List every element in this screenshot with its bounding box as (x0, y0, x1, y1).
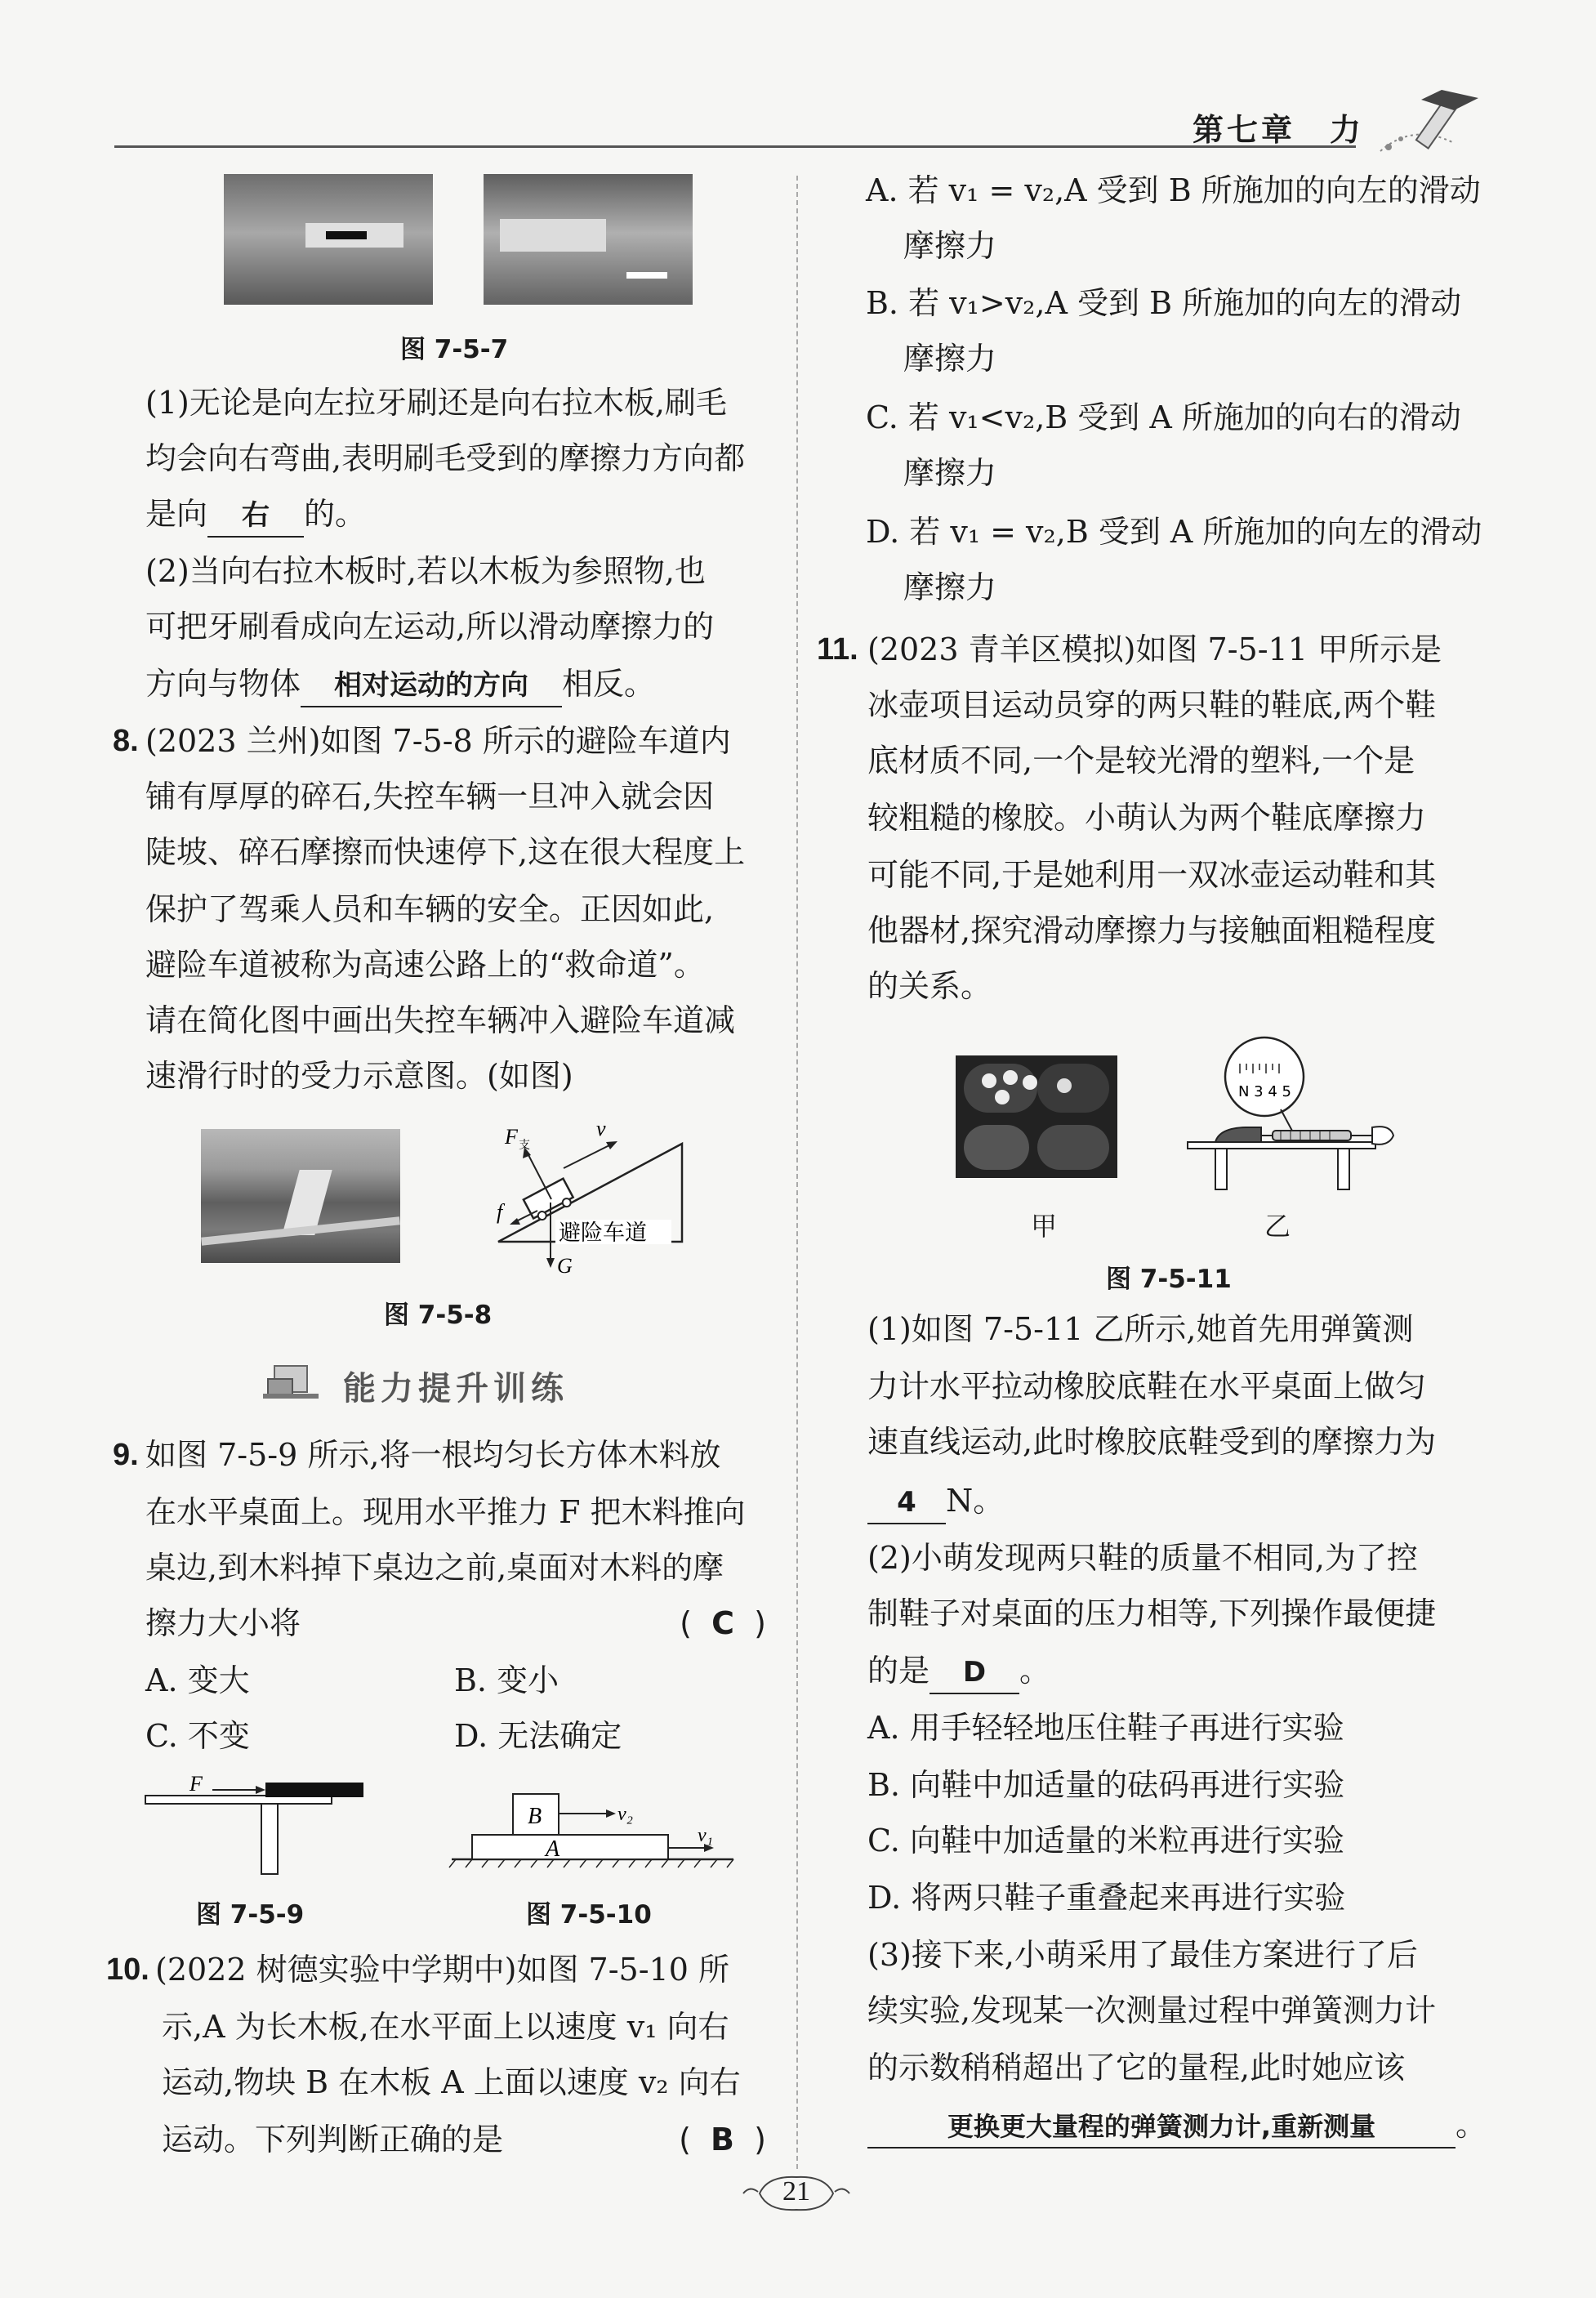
option: D. 无法确定 (454, 1718, 622, 1754)
subfigure-label: 甲 (1031, 1211, 1058, 1242)
text-line (145, 1603, 766, 1644)
velocity-label: v (596, 1117, 606, 1140)
force-label: F (189, 1772, 203, 1796)
option: C. 不变 (145, 1718, 250, 1754)
text-line: 请在简化图中画出失控车辆冲入避险车道减 (145, 1002, 736, 1038)
figure-caption: 图 7-5-9 (196, 1900, 305, 1930)
toothbrush-photo-left (224, 174, 433, 305)
text-line: 均会向右弯曲,表明刷毛受到的摩擦力方向都 (145, 440, 746, 476)
text-line: 示,A 为长木板,在水平面上以速度 v₁ 向右 (162, 2009, 729, 2045)
text-line: 速滑行时的受力示意图。(如图) (145, 1058, 573, 1094)
page-number: 21 (782, 2176, 810, 2207)
board-label: A (546, 1836, 560, 1862)
section-title: 能力提升训练 (343, 1370, 568, 1408)
text-line (867, 1480, 1004, 1524)
text-line: 避险车道被称为高速公路上的“救命道”。 (145, 947, 705, 983)
text-line (867, 2104, 1487, 2149)
option: 摩擦力 (903, 228, 997, 264)
figure-caption: 图 7-5-11 (1106, 1265, 1232, 1294)
text-line (162, 2119, 766, 2160)
option: B. 若 v₁>v₂,A 受到 B 所施加的向左的滑动 (866, 285, 1462, 321)
option: B. 变小 (454, 1662, 559, 1698)
option: 摩擦力 (903, 455, 997, 491)
gravity-label: G (557, 1254, 573, 1274)
option: D. 若 v₁ = v₂,B 受到 A 所施加的向左的滑动 (866, 514, 1482, 550)
text-line: 在水平桌面上。现用水平推力 F 把木料推向 (145, 1494, 746, 1530)
force-diagram (482, 1111, 694, 1274)
answer-choice: C (711, 1605, 735, 1641)
text-line: 的示数稍稍超出了它的量程,此时她应该 (867, 2050, 1406, 2086)
question-number: 11. (817, 632, 858, 667)
answer-blank: D (930, 1652, 1019, 1694)
text-line: (2)当向右拉木板时,若以木板为参照物,也 (145, 553, 706, 589)
answer-blank: 更换更大量程的弹簧测力计,重新测量 (867, 2106, 1456, 2149)
question-number: 9. (113, 1438, 139, 1472)
question-number: 10. (106, 1952, 149, 1987)
text-line: 桌边,到木料掉下桌边之前,桌面对木料的摩 (145, 1550, 724, 1586)
subfigure-label: 乙 (1264, 1211, 1291, 1242)
option: A. 若 v₁ = v₂,A 受到 B 所施加的向左的滑动 (866, 172, 1481, 208)
text-line (145, 493, 366, 538)
scale-reading: N 3 4 5 (1238, 1083, 1291, 1100)
text-line (145, 663, 655, 707)
table-push-diagram (139, 1771, 368, 1877)
text-line: (2022 树德实验中学期中)如图 7-5-10 所 (155, 1952, 729, 1988)
text-line: 较粗糙的橡胶。小萌认为两个鞋底摩擦力 (867, 800, 1427, 836)
text-line (867, 1650, 1050, 1694)
question-number: 8. (113, 724, 139, 758)
text-line: 速直线运动,此时橡胶底鞋受到的摩擦力为 (867, 1424, 1437, 1460)
velocity-label: v₁ (698, 1825, 713, 1846)
option: 摩擦力 (903, 341, 997, 377)
answer-blank: 相对运动的方向 (301, 665, 562, 707)
text-span: 的是 (867, 1653, 930, 1689)
text-span: 是向 (145, 496, 208, 532)
force-label: 支 (519, 1139, 530, 1152)
option: D. 将两只鞋子重叠起来再进行实验 (867, 1880, 1346, 1916)
option: C. 向鞋中加适量的米粒再进行实验 (867, 1823, 1344, 1858)
answer-paren: ( C ) (680, 1605, 766, 1641)
text-span: 运动。下列判断正确的是 (162, 2122, 504, 2157)
text-line: 底材质不同,一个是较光滑的塑料,一个是 (867, 743, 1415, 779)
text-line: 他器材,探究滑动摩擦力与接触面粗糙程度 (867, 913, 1437, 948)
text-line: 铺有厚厚的碎石,失控车辆一旦冲入就会因 (145, 779, 715, 814)
answer-blank: 4 (867, 1482, 946, 1524)
text-line: 力计水平拉动橡胶底鞋在水平桌面上做匀 (867, 1368, 1427, 1404)
chapter-title: 第七章 力 (1193, 111, 1365, 148)
option: A. 用手轻轻地压住鞋子再进行实验 (867, 1710, 1344, 1746)
option: 摩擦力 (903, 569, 997, 605)
spring-scale-setup (1183, 1036, 1444, 1191)
text-line: 的关系。 (867, 968, 992, 1004)
text-line: (1)无论是向左拉牙刷还是向右拉木板,刷毛 (145, 385, 727, 421)
velocity-label: v₂ (617, 1804, 633, 1825)
shoe-soles-photo (956, 1055, 1117, 1178)
friction-label: f (497, 1200, 503, 1224)
toothbrush-photo-right (484, 174, 693, 305)
figure-caption: 图 7-5-7 (400, 335, 509, 364)
text-line: (3)接下来,小萌采用了最佳方案进行了后 (867, 1937, 1418, 1973)
text-line: (1)如图 7-5-11 乙所示,她首先用弹簧测 (867, 1311, 1414, 1347)
answer-blank: 右 (207, 495, 304, 538)
text-span: 的。 (304, 496, 367, 532)
text-line: 冰壶项目运动员穿的两只鞋的鞋底,两个鞋 (867, 687, 1437, 723)
text-line: 保护了驾乘人员和车辆的安全。正因如此, (145, 891, 715, 927)
text-span: 擦力大小将 (145, 1605, 301, 1641)
block-board-diagram (448, 1781, 742, 1871)
column-divider (796, 176, 798, 2169)
text-span: N。 (946, 1483, 1005, 1519)
text-line: 陡坡、碎石摩擦而快速停下,这在很大程度上 (145, 834, 746, 870)
escape-lane-photo (201, 1129, 400, 1263)
section-icon (260, 1354, 325, 1403)
option: B. 向鞋中加适量的砝码再进行实验 (867, 1767, 1345, 1803)
figure-caption: 图 7-5-10 (526, 1900, 652, 1930)
text-span: 相反。 (562, 666, 656, 702)
text-line: (2023 兰州)如图 7-5-8 所示的避险车道内 (145, 723, 731, 759)
text-line: 如图 7-5-9 所示,将一根均匀长方体木料放 (145, 1437, 721, 1473)
header-rule (114, 145, 1356, 148)
pencil-cap-icon (1364, 74, 1487, 163)
text-line: 可能不同,于是她利用一双冰壶运动鞋和其 (867, 857, 1437, 893)
text-line: 制鞋子对桌面的压力相等,下列操作最便捷 (867, 1595, 1437, 1631)
text-span: 。 (1019, 1653, 1051, 1689)
option: A. 变大 (145, 1662, 250, 1698)
text-line: (2)小萌发现两只鞋的质量不相同,为了控 (867, 1540, 1418, 1576)
text-line: 运动,物块 B 在木板 A 上面以速度 v₂ 向右 (162, 2064, 741, 2100)
text-line: 续实验,发现某一次测量过程中弹簧测力计 (867, 1992, 1437, 2028)
text-line: 可把牙刷看成向左运动,所以滑动摩擦力的 (145, 609, 715, 645)
option: C. 若 v₁<v₂,B 受到 A 所施加的向右的滑动 (866, 399, 1461, 435)
block-label: B (528, 1804, 542, 1829)
text-span: 方向与物体 (145, 666, 301, 702)
text-line: (2023 青羊区模拟)如图 7-5-11 甲所示是 (867, 631, 1442, 667)
force-label: F (505, 1125, 518, 1149)
figure-caption: 图 7-5-8 (384, 1301, 493, 1330)
answer-paren: ( B ) (679, 2122, 766, 2157)
lane-label: 避险车道 (559, 1220, 647, 1246)
text-span: 。 (1456, 2107, 1487, 2143)
answer-choice: B (711, 2122, 735, 2157)
